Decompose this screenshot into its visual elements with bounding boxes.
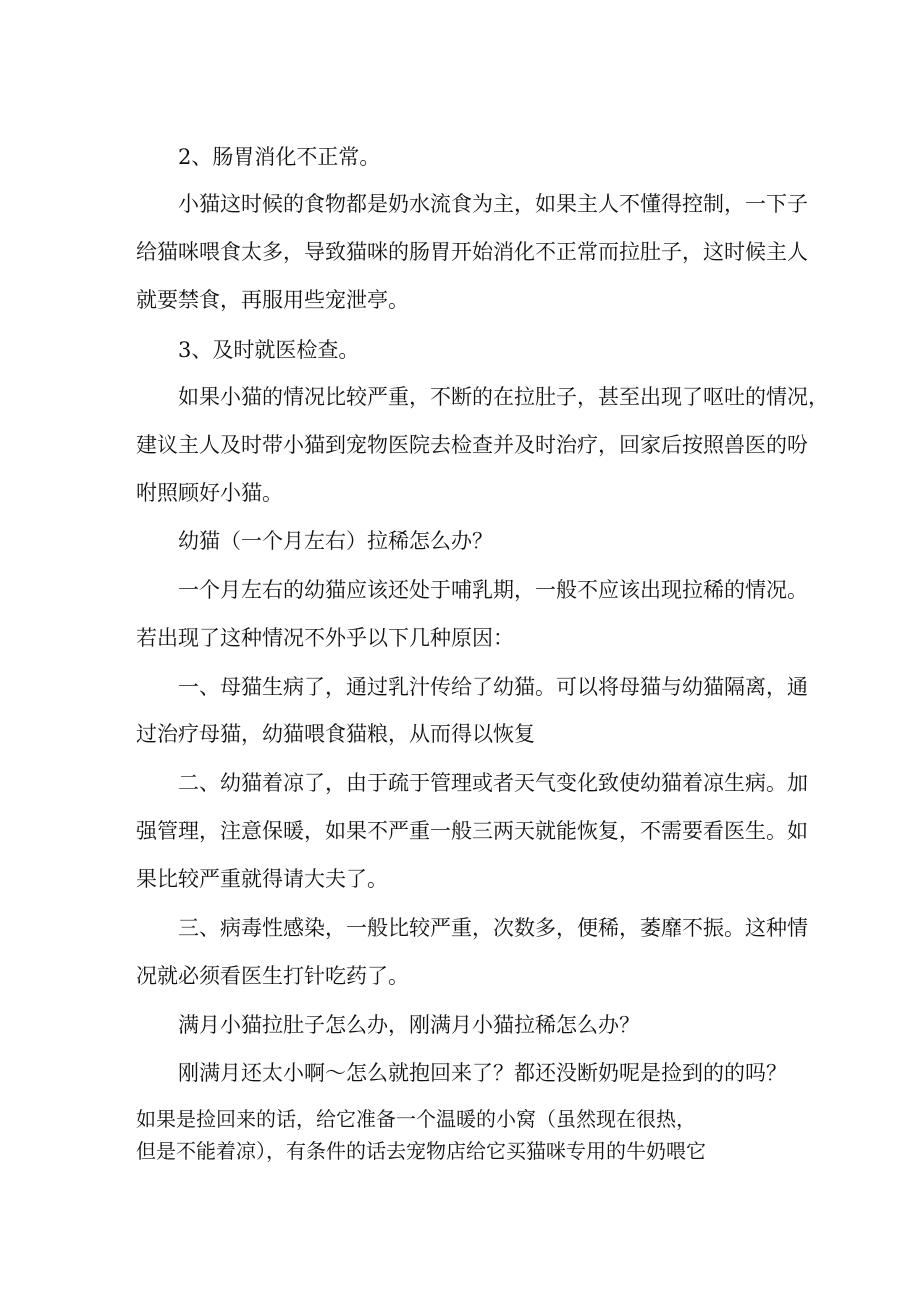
heading-line: 2、肠胃消化不正常。 [178, 145, 381, 169]
text-line: 如果是捡回来的话，给它准备一个温暖的小窝（虽然现在很热， [136, 1107, 696, 1131]
text-line: 但是不能着凉），有条件的话去宠物店给它买猫咪专用的牛奶喂它 [136, 1139, 706, 1163]
heading-line: 3、及时就医检查。 [178, 338, 360, 362]
text-line: 建议主人及时带小猫到宠物医院去检查并及时治疗，回家后按照兽医的吩 [136, 433, 808, 457]
text-line: 过治疗母猫，幼猫喂食猫粮，从而得以恢复 [136, 722, 535, 746]
text-line: 若出现了这种情况不外乎以下几种原因： [136, 626, 514, 650]
text-line: 三、病毒性感染，一般比较严重，次数多，便稀，萎靡不振。这种情 [178, 916, 808, 940]
text-line: 小猫这时候的食物都是奶水流食为主，如果主人不懂得控制，一下子 [178, 192, 808, 216]
text-line: 果比较严重就得请大夫了。 [136, 867, 388, 891]
heading-line: 幼猫（一个月左右）拉稀怎么办？ [178, 529, 493, 553]
text-line: 咐照顾好小猫。 [136, 481, 283, 505]
text-line: 二、幼猫着凉了，由于疏于管理或者天气变化致使幼猫着凉生病。加 [178, 771, 808, 795]
text-line: 给猫咪喂食太多，导致猫咪的肠胃开始消化不正常而拉肚子，这时候主人 [136, 240, 808, 264]
text-line: 况就必须看医生打针吃药了。 [136, 964, 409, 988]
text-line: 如果小猫的情况比较严重，不断的在拉肚子，甚至出现了呕吐的情况， [178, 385, 829, 409]
text-line: 就要禁食，再服用些宠泄亭。 [136, 288, 409, 312]
text-line: 一、母猫生病了，通过乳汁传给了幼猫。可以将母猫与幼猫隔离，通 [178, 675, 808, 699]
text-line: 强管理，注意保暖，如果不严重一般三两天就能恢复，不需要看医生。如 [136, 819, 808, 843]
text-line: 刚满月还太小啊～怎么就抱回来了？都还没断奶呢是捡到的的吗？ [178, 1061, 787, 1085]
heading-line: 满月小猫拉肚子怎么办，刚满月小猫拉稀怎么办？ [178, 1013, 640, 1037]
text-line: 一个月左右的幼猫应该还处于哺乳期，一般不应该出现拉稀的情况。 [178, 578, 808, 602]
